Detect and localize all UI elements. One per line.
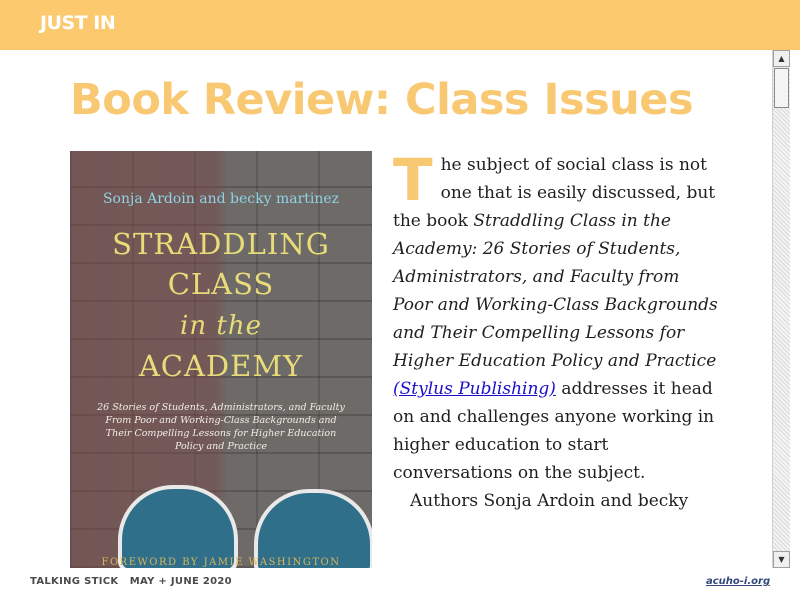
- paragraph-1-start: he subject of social class is not one that is easily discussed, but the book: [393, 155, 716, 231]
- drop-cap: T: [393, 146, 433, 214]
- vertical-scrollbar[interactable]: [772, 50, 790, 568]
- cover-foreword: FOREWORD BY JAMIE WASHINGTON: [101, 557, 341, 568]
- cover-authors: Sonja Ardoin and becky martinez: [102, 191, 340, 207]
- paragraph-1-end: addresses it head on and challenges anyone working in higher education to start conversations on the subject.: [393, 379, 715, 483]
- cover-title-line3: in the: [180, 311, 262, 341]
- article-title: Book Review: Class Issues: [70, 75, 694, 125]
- publisher-link[interactable]: (Stylus Publishing): [393, 379, 556, 399]
- scroll-down-button[interactable]: ▼: [773, 551, 790, 568]
- book-cover-image: [70, 151, 372, 568]
- footer-website-link[interactable]: acuho-i.org: [706, 576, 771, 587]
- header-bar: [0, 0, 800, 50]
- book-title-italic: Straddling Class in the Academy: 26 Stories of Students, Administrators, and Faculty from Poor and Working-Class Backgrounds and Their Compelling Lessons for Higher Education Policy and Practice: [393, 211, 718, 371]
- sneaker-left-graphic: [118, 485, 238, 568]
- paragraph-1: [393, 146, 723, 487]
- article-content: [0, 50, 772, 568]
- scroll-thumb[interactable]: [774, 68, 789, 108]
- cover-subtitle: 26 Stories of Students, Administrators, and Faculty From Poor and Working-Class Backgrounds and Their Compelling Lessons for Higher Education Policy and Practice: [97, 402, 345, 452]
- scroll-up-button[interactable]: ▲: [773, 50, 790, 67]
- section-label: JUST IN: [40, 12, 116, 34]
- footer-publication: TALKING STICK MAY + JUNE 2020: [30, 576, 232, 587]
- paragraph-2: Authors Sonja Ardoin and becky: [410, 491, 689, 511]
- cover-title-line4: ACADEMY: [138, 349, 304, 383]
- article-body: [393, 146, 723, 515]
- cover-title-line2: CLASS: [167, 267, 275, 301]
- cover-title-line1: STRADDLING: [112, 227, 330, 261]
